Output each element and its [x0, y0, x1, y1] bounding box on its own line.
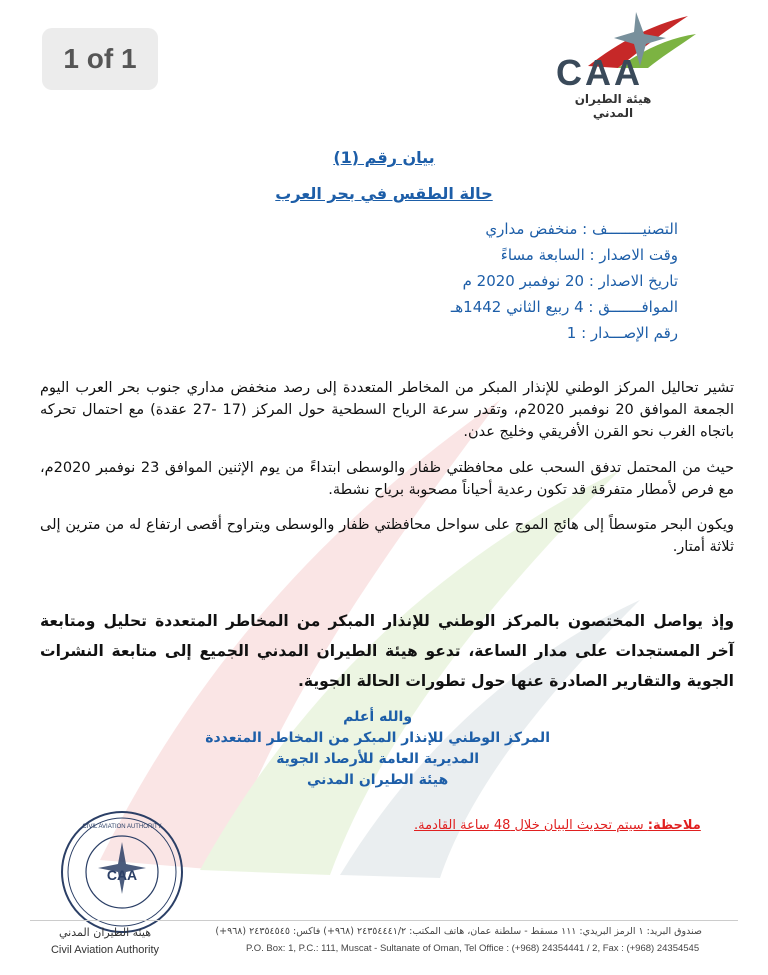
- caa-logo-arabic-text: هيئة الطيران المدني: [574, 92, 652, 120]
- closing-paragraph: وإذ يواصل المختصون بالمركز الوطني للإنذار المبكر من المخاطر المتعددة تحليل ومتابعة آخر المستجدات على مدار الساعة، تدعو هيئة الطيران المدني الجميع إلى متابعة النشرات الجوية والتقارير الصادرة عنها حول تطورات الحالة الجوية.: [40, 612, 734, 690]
- paragraph-3: ويكون البحر متوسطاً إلى هائج الموج على سواحل محافظتي ظفار والوسطى ويتراوح أقصى ارتفاع له من مترين إلى ثلاثة أمتار.: [40, 517, 734, 555]
- statement-number: بيان رقم (1): [333, 148, 435, 167]
- signature-line-1: والله أعلم: [343, 709, 413, 725]
- footer-org-english: Civil Aviation Authority: [50, 944, 160, 956]
- meta-issue-number: رقم الإصـــدار : 1: [566, 324, 678, 342]
- note-text: سيتم تحديث البيان خلال 48 ساعة القادمة.: [414, 818, 648, 833]
- document-title: حالة الطقس في بحر العرب: [275, 184, 493, 203]
- caa-logo: [548, 8, 698, 120]
- meta-block: [451, 216, 678, 346]
- seal-center-text: CAA: [106, 867, 138, 883]
- footer-address-english: P.O. Box: 1, P.C.: 111, Muscat - Sultanate of Oman, Tel Office : (+968) 24354441 / 2, Fax : (+968) 24354545: [246, 943, 700, 954]
- signature-line-4: هيئة الطيران المدني: [307, 772, 449, 788]
- page-counter-badge: 1 of 1: [42, 28, 158, 90]
- footer-org-arabic: هيئة الطيران المدني: [58, 926, 152, 939]
- update-note: [414, 818, 701, 833]
- meta-hijri-date: الموافـــــــق : 4 ربيع الثاني 1442هـ: [450, 298, 678, 316]
- note-label: ملاحظة:: [647, 818, 701, 833]
- caa-official-seal: [58, 808, 186, 936]
- footer-address-arabic: صندوق البريد: ١ الرمز البريدي: ١١١ مسقط - سلطنة عمان، هاتف المكتب: ٢٤٣٥٤٤٤١/٢ (٩٦٨+) فاكس: ٢٤٣٥٤٥٤٥ (٩٦٨+): [215, 926, 702, 937]
- paragraph-2: حيث من المحتمل تدفق السحب على محافظتي ظفار والوسطى ابتداءً من يوم الإثنين الموافق 23 نوفمبر 2020م، مع فرص لأمطار متفرقة قد تكون رعدية أحياناً مصحوبة برياح نشطة.: [40, 460, 734, 498]
- signature-block: [205, 707, 550, 791]
- caa-logo-text: CAA: [556, 52, 643, 93]
- signature-line-2: المركز الوطني للإنذار المبكر من المخاطر المتعددة: [205, 730, 550, 746]
- seal-ring-text: CIVIL AVIATION AUTHORITY: [82, 824, 162, 830]
- meta-classification: التصنيــــــــف : منخفض مداري: [485, 220, 678, 238]
- meta-issue-date: تاريخ الاصدار : 20 نوفمبر 2020 م: [462, 272, 678, 290]
- signature-line-3: المديرية العامة للأرصاد الجوية: [276, 751, 480, 767]
- meta-issue-time: وقت الاصدار : السابعة مساءً: [500, 246, 678, 264]
- footer-divider: [30, 920, 738, 921]
- paragraph-1: تشير تحاليل المركز الوطني للإنذار المبكر من المخاطر المتعددة إلى رصد منخفض مداري جنوب بحر العرب اليوم الجمعة الموافق 20 نوفمبر 2020م، وتقدر سرعة الرياح السطحية حول المركز (17 -27 عقدة) مع احتمال تحركه باتجاه الغرب نحو القرن الأفريقي وخليج عدن.: [40, 380, 734, 440]
